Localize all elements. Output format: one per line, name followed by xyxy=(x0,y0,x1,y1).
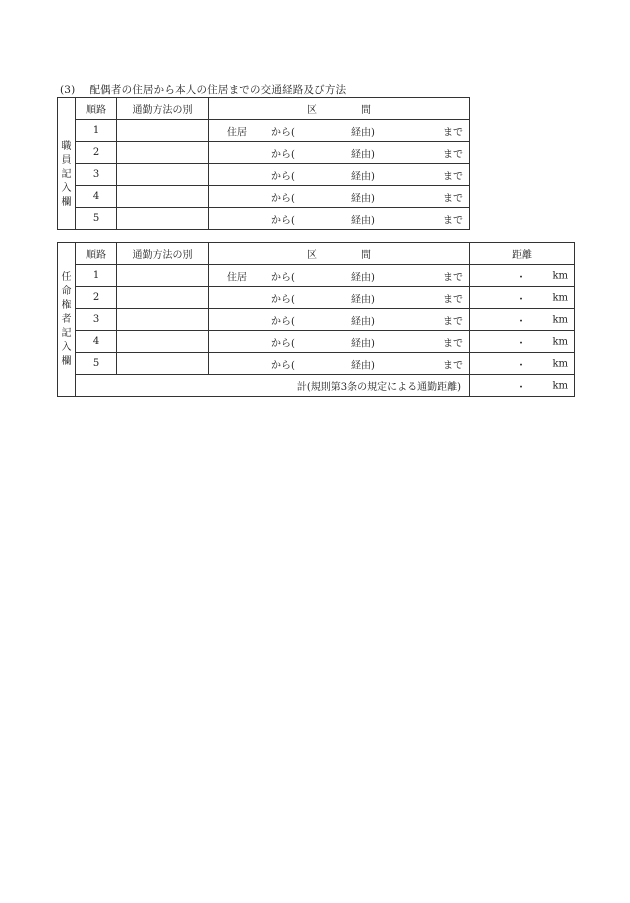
method-field[interactable] xyxy=(117,164,209,186)
table-row xyxy=(58,120,470,142)
distance-field[interactable]: ・ km xyxy=(470,353,575,375)
total-label: 計(規則第3条の規定による通勤距離) xyxy=(76,375,470,397)
authority-entry-side-label: 任 命 権 者 記 入 欄 xyxy=(58,243,76,397)
table-row xyxy=(58,208,470,230)
row-number: 1 xyxy=(76,265,117,287)
section-field[interactable]: から( 経由) まで xyxy=(209,142,470,164)
section-field[interactable]: から( 経由) まで xyxy=(209,287,470,309)
method-field[interactable] xyxy=(117,208,209,230)
section-field[interactable]: から( 経由) まで xyxy=(209,208,470,230)
section-field[interactable]: から( 経由) まで xyxy=(209,164,470,186)
section-header: 区 間 xyxy=(209,243,470,265)
section-field[interactable]: 住居 から( 経由) まで xyxy=(209,265,470,287)
distance-field[interactable]: ・ km xyxy=(470,265,575,287)
row-number: 5 xyxy=(76,353,117,375)
row-number: 4 xyxy=(76,331,117,353)
table-row xyxy=(58,287,575,309)
section-title: 配偶者の住居から本人の住居までの交通経路及び方法 xyxy=(89,84,347,96)
section-field[interactable]: から( 経由) まで xyxy=(209,309,470,331)
section-field[interactable]: から( 経由) まで xyxy=(209,353,470,375)
row-number: 2 xyxy=(76,287,117,309)
method-header: 通勤方法の別 xyxy=(117,98,209,120)
table-row xyxy=(58,142,470,164)
section-field[interactable]: 住居 から( 経由) まで xyxy=(209,120,470,142)
section-heading xyxy=(60,82,346,97)
method-field[interactable] xyxy=(117,287,209,309)
distance-field[interactable]: ・ km xyxy=(470,331,575,353)
distance-field[interactable]: ・ km xyxy=(470,287,575,309)
section-field[interactable]: から( 経由) まで xyxy=(209,331,470,353)
method-field[interactable] xyxy=(117,265,209,287)
total-row xyxy=(58,375,575,397)
row-number: 4 xyxy=(76,186,117,208)
method-field[interactable] xyxy=(117,142,209,164)
row-number: 5 xyxy=(76,208,117,230)
total-distance-field[interactable]: ・ km xyxy=(470,375,575,397)
method-header: 通勤方法の別 xyxy=(117,243,209,265)
table-row xyxy=(58,353,575,375)
row-number: 3 xyxy=(76,164,117,186)
section-header: 区 間 xyxy=(209,98,470,120)
table-row xyxy=(58,309,575,331)
authority-entry-table xyxy=(57,242,575,397)
distance-field[interactable]: ・ km xyxy=(470,309,575,331)
staff-entry-table xyxy=(57,97,470,230)
table-row xyxy=(58,186,470,208)
section-field[interactable]: から( 経由) まで xyxy=(209,186,470,208)
method-field[interactable] xyxy=(117,309,209,331)
order-header: 順路 xyxy=(76,98,117,120)
row-number: 3 xyxy=(76,309,117,331)
row-number: 2 xyxy=(76,142,117,164)
table-row xyxy=(58,265,575,287)
table-row xyxy=(58,164,470,186)
row-number: 1 xyxy=(76,120,117,142)
method-field[interactable] xyxy=(117,331,209,353)
method-field[interactable] xyxy=(117,353,209,375)
distance-header: 距離 xyxy=(470,243,575,265)
order-header: 順路 xyxy=(76,243,117,265)
method-field[interactable] xyxy=(117,120,209,142)
staff-entry-side-label: 職 員 記 入 欄 xyxy=(58,98,76,230)
method-field[interactable] xyxy=(117,186,209,208)
section-number: (3) xyxy=(60,84,76,96)
table-row xyxy=(58,331,575,353)
